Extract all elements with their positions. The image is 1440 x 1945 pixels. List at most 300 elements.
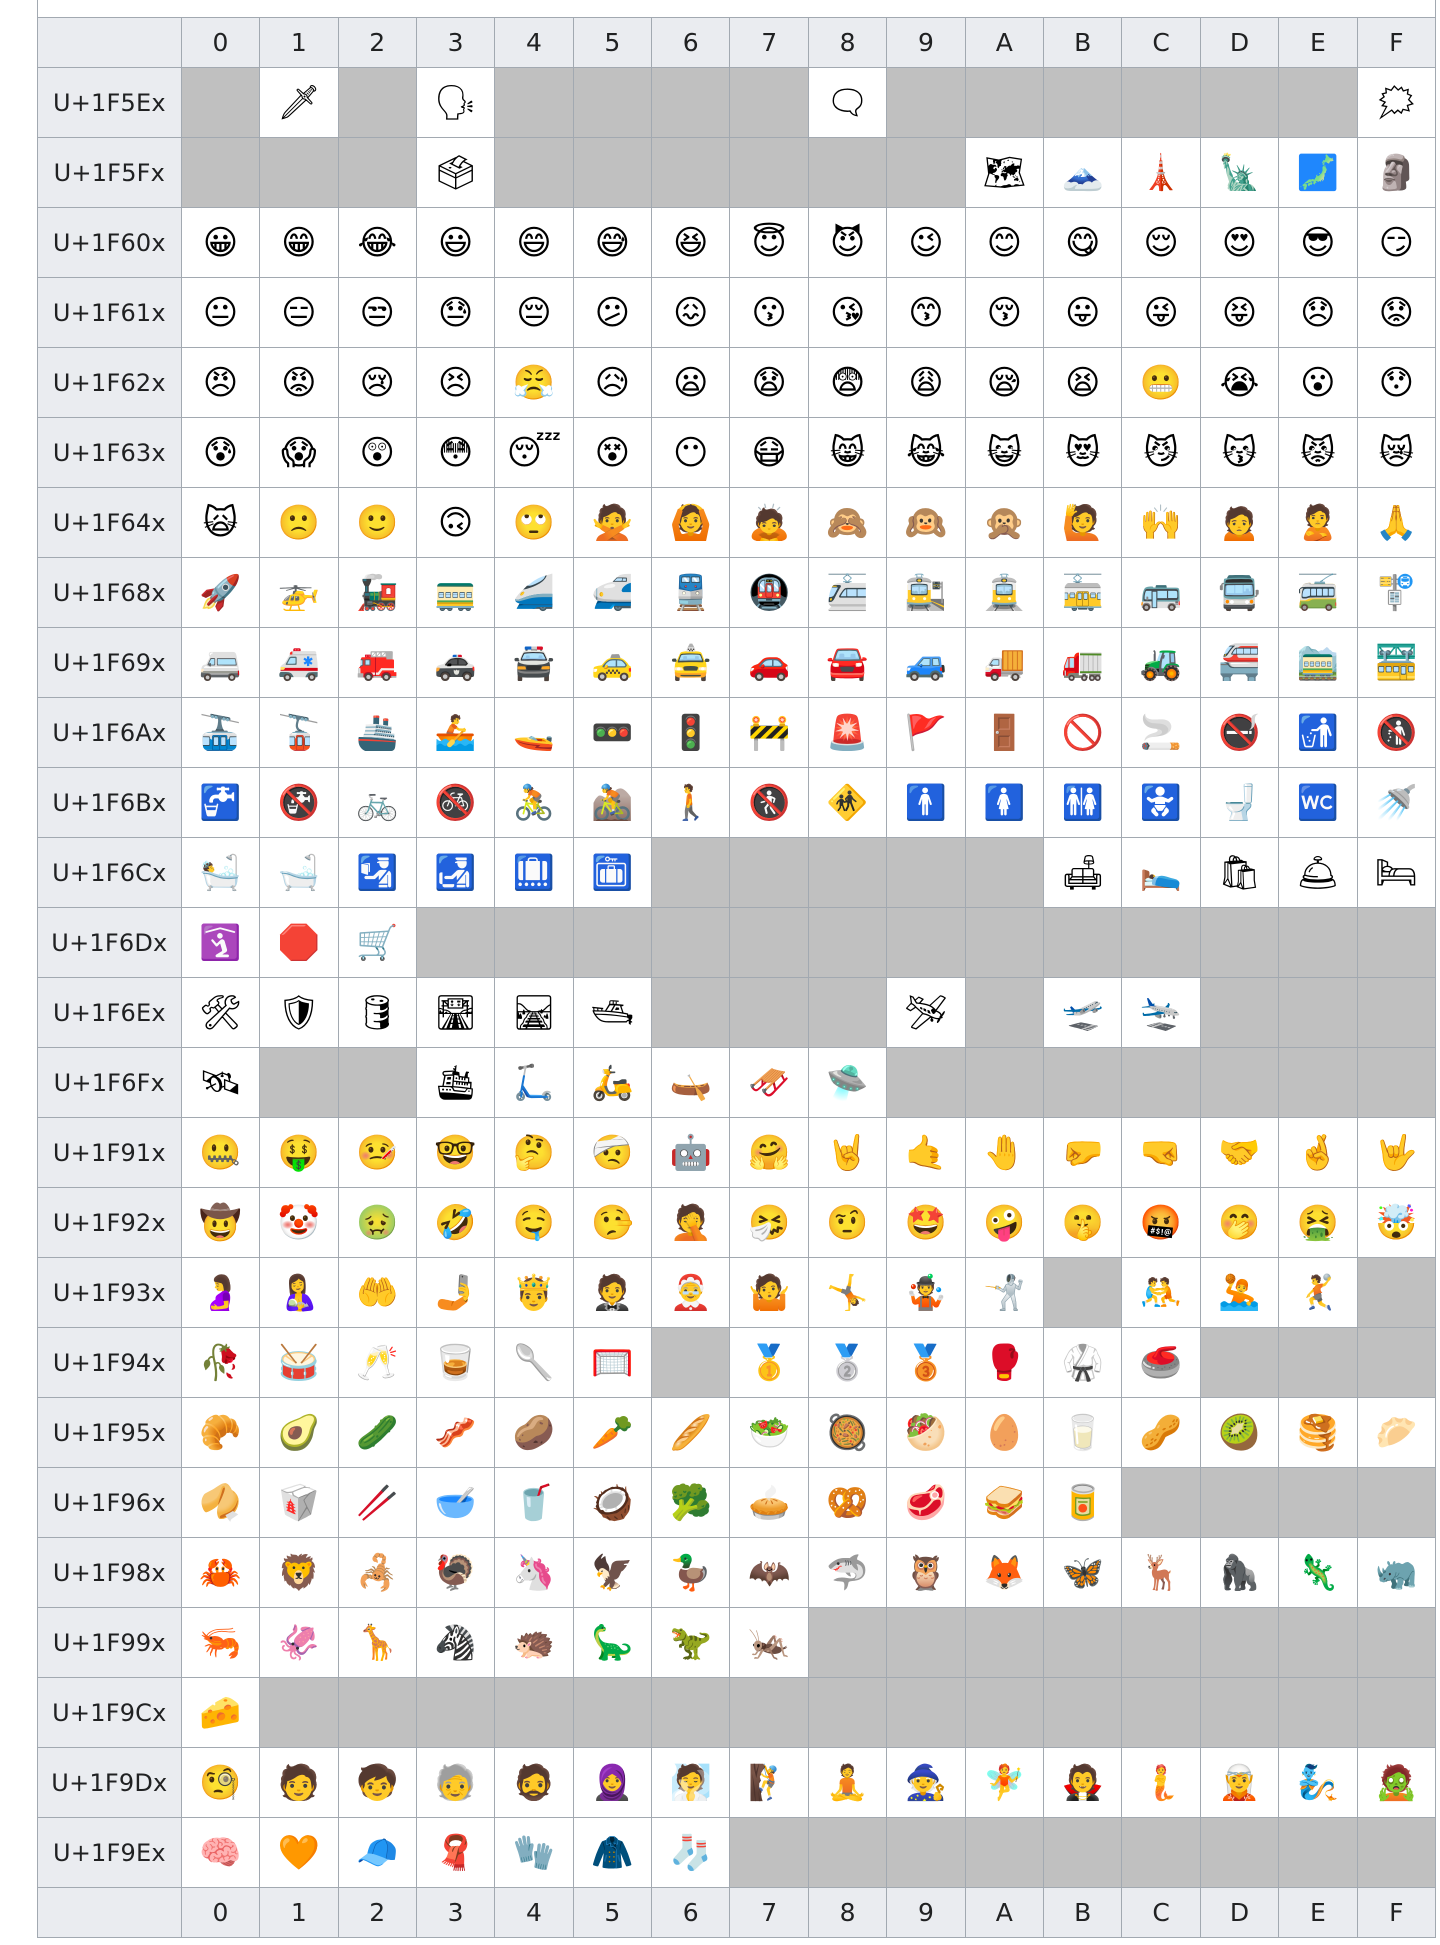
row-label: U+1F98x: [38, 1538, 182, 1608]
emoji-cell: 🙆: [652, 488, 730, 558]
emoji-cell: 🚣: [416, 698, 494, 768]
unassigned-cell: [1122, 1818, 1200, 1888]
emoji-cell: 😾: [1279, 418, 1357, 488]
unassigned-cell: [887, 1678, 965, 1748]
row-label: U+1F5Ex: [38, 68, 182, 138]
emoji-cell: 🦗: [730, 1608, 808, 1678]
row-label: U+1F61x: [38, 278, 182, 348]
emoji-cell: 😌: [1122, 208, 1200, 278]
unassigned-cell: [965, 1818, 1043, 1888]
unassigned-cell: [1044, 1678, 1122, 1748]
emoji-cell: 🦄: [495, 1538, 573, 1608]
table-body: [38, 68, 1436, 1888]
unassigned-cell: [1044, 1608, 1122, 1678]
emoji-cell: 🙅: [573, 488, 651, 558]
emoji-cell: 🦏: [1357, 1538, 1435, 1608]
emoji-cell: 🦁: [260, 1538, 338, 1608]
emoji-cell: 😕: [573, 278, 651, 348]
emoji-cell: 🥂: [338, 1328, 416, 1398]
emoji-cell: 🛤: [495, 978, 573, 1048]
emoji-cell: 🦔: [495, 1608, 573, 1678]
emoji-cell: 🛀: [181, 838, 259, 908]
emoji-cell: 🥣: [416, 1468, 494, 1538]
emoji-cell: 🥊: [965, 1328, 1043, 1398]
unassigned-cell: [965, 838, 1043, 908]
column-header: D: [1200, 1888, 1278, 1938]
emoji-cell: 😒: [338, 278, 416, 348]
unassigned-cell: [338, 138, 416, 208]
emoji-cell: 🤓: [416, 1118, 494, 1188]
emoji-cell: 🚲: [338, 768, 416, 838]
emoji-cell: 🚮: [1279, 698, 1357, 768]
row-label: U+1F60x: [38, 208, 182, 278]
unassigned-cell: [1279, 1468, 1357, 1538]
emoji-cell: 🤯: [1357, 1188, 1435, 1258]
emoji-cell: 🦑: [260, 1608, 338, 1678]
emoji-cell: 🧦: [652, 1818, 730, 1888]
emoji-cell: 🙌: [1122, 488, 1200, 558]
unassigned-cell: [1200, 1818, 1278, 1888]
emoji-cell: 🗳: [416, 138, 494, 208]
table-row: [38, 418, 1436, 488]
emoji-cell: 🤶: [652, 1258, 730, 1328]
unassigned-cell: [338, 1048, 416, 1118]
table-row: [38, 1118, 1436, 1188]
column-header: C: [1122, 1888, 1200, 1938]
emoji-cell: 😆: [652, 208, 730, 278]
emoji-cell: 😪: [965, 348, 1043, 418]
unassigned-cell: [1200, 1678, 1278, 1748]
emoji-cell: 🥛: [1044, 1398, 1122, 1468]
emoji-cell: 🥐: [181, 1398, 259, 1468]
emoji-cell: 🛳: [416, 1048, 494, 1118]
emoji-cell: 🚨: [808, 698, 886, 768]
emoji-cell: 🚒: [338, 628, 416, 698]
emoji-cell: 😈: [808, 208, 886, 278]
unassigned-cell: [652, 908, 730, 978]
emoji-cell: 🦉: [887, 1538, 965, 1608]
unassigned-cell: [573, 1678, 651, 1748]
emoji-cell: 🤵: [573, 1258, 651, 1328]
emoji-cell: 🚫: [1044, 698, 1122, 768]
emoji-cell: 😄: [495, 208, 573, 278]
emoji-cell: 🛑: [260, 908, 338, 978]
emoji-cell: 🚂: [338, 558, 416, 628]
emoji-cell: 😜: [1122, 278, 1200, 348]
emoji-cell: 😅: [573, 208, 651, 278]
unassigned-cell: [887, 1608, 965, 1678]
unassigned-cell: [1122, 1678, 1200, 1748]
emoji-cell: 🚝: [1200, 628, 1278, 698]
table-row: [38, 138, 1436, 208]
emoji-cell: 🧞: [1279, 1748, 1357, 1818]
emoji-cell: 🚀: [181, 558, 259, 628]
table-row: [38, 628, 1436, 698]
unassigned-cell: [652, 138, 730, 208]
emoji-cell: 🗡: [260, 68, 338, 138]
unassigned-cell: [495, 68, 573, 138]
table-row: [38, 978, 1436, 1048]
top-corner-cell: [38, 18, 182, 68]
emoji-cell: 🛫: [1044, 978, 1122, 1048]
unassigned-cell: [652, 68, 730, 138]
unassigned-cell: [1279, 1608, 1357, 1678]
emoji-cell: 😑: [260, 278, 338, 348]
row-label: U+1F6Ex: [38, 978, 182, 1048]
unassigned-cell: [730, 908, 808, 978]
emoji-cell: 🤷: [730, 1258, 808, 1328]
emoji-cell: 🥧: [730, 1468, 808, 1538]
unassigned-cell: [965, 978, 1043, 1048]
emoji-cell: 🧜: [1122, 1748, 1200, 1818]
emoji-cell: 🚻: [1044, 768, 1122, 838]
emoji-cell: 🛢: [338, 978, 416, 1048]
column-header: E: [1279, 1888, 1357, 1938]
unassigned-cell: [1357, 1048, 1435, 1118]
emoji-cell: 🛅: [573, 838, 651, 908]
row-label: U+1F92x: [38, 1188, 182, 1258]
emoji-cell: 😊: [965, 208, 1043, 278]
emoji-cell: 🧟: [1357, 1748, 1435, 1818]
emoji-cell: 🤧: [730, 1188, 808, 1258]
emoji-cell: 🦆: [652, 1538, 730, 1608]
emoji-cell: 😹: [887, 418, 965, 488]
emoji-cell: 🥪: [965, 1468, 1043, 1538]
top-header-row: [38, 18, 1436, 68]
emoji-cell: 😭: [1200, 348, 1278, 418]
emoji-cell: 😻: [1044, 418, 1122, 488]
unassigned-cell: [1279, 1328, 1357, 1398]
emoji-cell: 🚱: [260, 768, 338, 838]
unassigned-cell: [808, 908, 886, 978]
emoji-cell: 🥁: [260, 1328, 338, 1398]
column-header: 2: [338, 1888, 416, 1938]
emoji-cell: 😖: [652, 278, 730, 348]
emoji-cell: 🚥: [573, 698, 651, 768]
unassigned-cell: [730, 138, 808, 208]
emoji-cell: 🗾: [1279, 138, 1357, 208]
emoji-cell: 🤠: [181, 1188, 259, 1258]
column-header: D: [1200, 18, 1278, 68]
emoji-cell: 🤪: [965, 1188, 1043, 1258]
column-header: 0: [181, 1888, 259, 1938]
emoji-cell: 😨: [808, 348, 886, 418]
emoji-cell: 🗣: [416, 68, 494, 138]
emoji-cell: 🚢: [338, 698, 416, 768]
column-header: 5: [573, 18, 651, 68]
emoji-cell: 🥢: [338, 1468, 416, 1538]
emoji-cell: 🚎: [1279, 558, 1357, 628]
emoji-cell: 🥠: [181, 1468, 259, 1538]
emoji-cell: 🥩: [887, 1468, 965, 1538]
unassigned-cell: [1279, 1818, 1357, 1888]
emoji-cell: 😉: [887, 208, 965, 278]
emoji-cell: 🧙: [887, 1748, 965, 1818]
emoji-cell: 🦍: [1200, 1538, 1278, 1608]
row-label: U+1F5Fx: [38, 138, 182, 208]
emoji-cell: 🤫: [1044, 1188, 1122, 1258]
unassigned-cell: [1279, 1678, 1357, 1748]
unassigned-cell: [808, 1818, 886, 1888]
column-header: 5: [573, 1888, 651, 1938]
emoji-cell: 🚆: [652, 558, 730, 628]
unassigned-cell: [1357, 1468, 1435, 1538]
row-label: U+1F63x: [38, 418, 182, 488]
emoji-cell: 🛣: [416, 978, 494, 1048]
emoji-cell: 🤱: [260, 1258, 338, 1328]
emoji-cell: 🚍: [1200, 558, 1278, 628]
emoji-cell: 🤺: [965, 1258, 1043, 1328]
emoji-cell: 🙃: [416, 488, 494, 558]
bottom-header-row: [38, 1888, 1436, 1938]
emoji-cell: 🙉: [887, 488, 965, 558]
emoji-cell: 😛: [1044, 278, 1122, 348]
unassigned-cell: [416, 908, 494, 978]
emoji-cell: 😘: [808, 278, 886, 348]
unassigned-cell: [1044, 908, 1122, 978]
emoji-cell: 🙂: [338, 488, 416, 558]
table-row: [38, 1608, 1436, 1678]
unassigned-cell: [495, 1678, 573, 1748]
emoji-cell: 🥞: [1279, 1398, 1357, 1468]
emoji-cell: 🚔: [495, 628, 573, 698]
unassigned-cell: [260, 138, 338, 208]
emoji-cell: 🛌: [1122, 838, 1200, 908]
emoji-cell: 🦕: [573, 1608, 651, 1678]
emoji-cell: 🧤: [495, 1818, 573, 1888]
emoji-cell: 🧠: [181, 1818, 259, 1888]
unassigned-cell: [887, 1048, 965, 1118]
emoji-cell: 🚕: [573, 628, 651, 698]
emoji-cell: 🚺: [965, 768, 1043, 838]
emoji-cell: 🚸: [808, 768, 886, 838]
emoji-cell: 🧝: [1200, 1748, 1278, 1818]
emoji-cell: 🛒: [338, 908, 416, 978]
unassigned-cell: [1122, 908, 1200, 978]
emoji-cell: 🤬: [1122, 1188, 1200, 1258]
emoji-cell: 😤: [495, 348, 573, 418]
emoji-cell: 🙇: [730, 488, 808, 558]
emoji-cell: 🥚: [965, 1398, 1043, 1468]
emoji-cell: 🗻: [1044, 138, 1122, 208]
emoji-cell: 🛐: [181, 908, 259, 978]
emoji-cell: 🥇: [730, 1328, 808, 1398]
emoji-cell: 🛍: [1200, 838, 1278, 908]
emoji-cell: 😳: [416, 418, 494, 488]
table-row: [38, 1818, 1436, 1888]
unassigned-cell: [1044, 1048, 1122, 1118]
row-label: U+1F9Dx: [38, 1748, 182, 1818]
emoji-cell: 🥑: [260, 1398, 338, 1468]
emoji-cell: 🚹: [887, 768, 965, 838]
row-label: U+1F91x: [38, 1118, 182, 1188]
column-header: 4: [495, 18, 573, 68]
emoji-cell: 🚛: [1044, 628, 1122, 698]
emoji-cell: 🤙: [887, 1118, 965, 1188]
emoji-cell: 😣: [416, 348, 494, 418]
emoji-cell: 🥌: [1122, 1328, 1200, 1398]
column-header: 1: [260, 18, 338, 68]
unassigned-cell: [1279, 68, 1357, 138]
column-header: 7: [730, 1888, 808, 1938]
emoji-cell: 😐: [181, 278, 259, 348]
emoji-cell: 🤨: [808, 1188, 886, 1258]
emoji-cell: 🧚: [965, 1748, 1043, 1818]
emoji-cell: 🛠: [181, 978, 259, 1048]
table-row: [38, 1398, 1436, 1468]
emoji-cell: 🧒: [338, 1748, 416, 1818]
emoji-cell: 😋: [1044, 208, 1122, 278]
unassigned-cell: [1200, 908, 1278, 978]
emoji-cell: 🛎: [1279, 838, 1357, 908]
column-header: C: [1122, 18, 1200, 68]
emoji-cell: 😥: [573, 348, 651, 418]
unassigned-cell: [1357, 1258, 1435, 1328]
emoji-cell: 🚵: [573, 768, 651, 838]
emoji-cell: 😝: [1200, 278, 1278, 348]
emoji-cell: 🤲: [338, 1258, 416, 1328]
emoji-cell: 🤞: [1279, 1118, 1357, 1188]
emoji-cell: 🤤: [495, 1188, 573, 1258]
column-header: A: [965, 1888, 1043, 1938]
emoji-cell: 🚁: [260, 558, 338, 628]
emoji-cell: 😧: [730, 348, 808, 418]
unassigned-cell: [887, 838, 965, 908]
emoji-cell: 🚬: [1122, 698, 1200, 768]
unassigned-cell: [808, 1678, 886, 1748]
emoji-cell: 🤔: [495, 1118, 573, 1188]
emoji-cell: 🥙: [887, 1398, 965, 1468]
emoji-cell: 🛁: [260, 838, 338, 908]
emoji-cell: 🤚: [965, 1118, 1043, 1188]
emoji-cell: 🙋: [1044, 488, 1122, 558]
row-label: U+1F69x: [38, 628, 182, 698]
emoji-cell: 🤥: [573, 1188, 651, 1258]
emoji-cell: 🛩: [887, 978, 965, 1048]
unassigned-cell: [887, 1818, 965, 1888]
column-header: 7: [730, 18, 808, 68]
unassigned-cell: [730, 1678, 808, 1748]
emoji-cell: 🗽: [1200, 138, 1278, 208]
unassigned-cell: [1044, 1258, 1122, 1328]
table-header-top: [38, 18, 1436, 68]
emoji-cell: 🗯: [1357, 68, 1435, 138]
emoji-cell: 🦃: [416, 1538, 494, 1608]
unassigned-cell: [573, 138, 651, 208]
unassigned-cell: [965, 1608, 1043, 1678]
table-row: [38, 1538, 1436, 1608]
emoji-cell: 🗺: [965, 138, 1043, 208]
unassigned-cell: [965, 1678, 1043, 1748]
emoji-cell: 🚌: [1122, 558, 1200, 628]
emoji-cell: 🗼: [1122, 138, 1200, 208]
emoji-cell: 😢: [338, 348, 416, 418]
unassigned-cell: [1357, 1328, 1435, 1398]
emoji-cell: 🤽: [1200, 1258, 1278, 1328]
emoji-cell: 🥓: [416, 1398, 494, 1468]
table-row: [38, 838, 1436, 908]
emoji-cell: 🤸: [808, 1258, 886, 1328]
unassigned-cell: [1122, 1468, 1200, 1538]
emoji-cell: 🙊: [965, 488, 1043, 558]
emoji-cell: 🥟: [1357, 1398, 1435, 1468]
unassigned-cell: [808, 838, 886, 908]
emoji-cell: 🛸: [808, 1048, 886, 1118]
emoji-cell: 🚞: [1279, 628, 1357, 698]
emoji-cell: 🚴: [495, 768, 573, 838]
emoji-cell: 🥔: [495, 1398, 573, 1468]
unassigned-cell: [1200, 978, 1278, 1048]
emoji-cell: 🧣: [416, 1818, 494, 1888]
emoji-cell: 😞: [1279, 278, 1357, 348]
emoji-cell: 🧖: [652, 1748, 730, 1818]
emoji-cell: 🚼: [1122, 768, 1200, 838]
unassigned-cell: [573, 908, 651, 978]
emoji-cell: 🤢: [338, 1188, 416, 1258]
emoji-cell: 🚭: [1200, 698, 1278, 768]
unassigned-cell: [1279, 978, 1357, 1048]
table-row: [38, 1258, 1436, 1328]
emoji-cell: 🚘: [808, 628, 886, 698]
emoji-cell: 🤾: [1279, 1258, 1357, 1328]
row-label: U+1F62x: [38, 348, 182, 418]
row-label: U+1F9Ex: [38, 1818, 182, 1888]
emoji-cell: 🚇: [730, 558, 808, 628]
emoji-cell: 🛬: [1122, 978, 1200, 1048]
emoji-cell: 😷: [730, 418, 808, 488]
column-header: 2: [338, 18, 416, 68]
emoji-cell: 🥒: [338, 1398, 416, 1468]
emoji-cell: 🚃: [416, 558, 494, 628]
emoji-cell: 🦊: [965, 1538, 1043, 1608]
unassigned-cell: [730, 978, 808, 1048]
emoji-cell: 😸: [808, 418, 886, 488]
emoji-cell: 🙀: [181, 488, 259, 558]
emoji-cell: 🥦: [652, 1468, 730, 1538]
unassigned-cell: [887, 68, 965, 138]
emoji-cell: 😦: [652, 348, 730, 418]
column-header: B: [1044, 1888, 1122, 1938]
emoji-cell: 😗: [730, 278, 808, 348]
column-header: 0: [181, 18, 259, 68]
unassigned-cell: [887, 908, 965, 978]
unassigned-cell: [181, 138, 259, 208]
emoji-cell: 🤕: [573, 1118, 651, 1188]
table-row: [38, 908, 1436, 978]
emoji-cell: 🥤: [495, 1468, 573, 1538]
emoji-cell: 🥈: [808, 1328, 886, 1398]
emoji-cell: 🤣: [416, 1188, 494, 1258]
unassigned-cell: [181, 68, 259, 138]
unassigned-cell: [1200, 1468, 1278, 1538]
emoji-cell: 🤹: [887, 1258, 965, 1328]
emoji-cell: 🤘: [808, 1118, 886, 1188]
emoji-cell: 🥝: [1200, 1398, 1278, 1468]
unassigned-cell: [965, 68, 1043, 138]
emoji-cell: 🦌: [1122, 1538, 1200, 1608]
unassigned-cell: [260, 1048, 338, 1118]
emoji-cell: 😡: [260, 348, 338, 418]
emoji-cell: 🤖: [652, 1118, 730, 1188]
unassigned-cell: [965, 908, 1043, 978]
emoji-cell: 😼: [1122, 418, 1200, 488]
emoji-cell: 🥨: [808, 1468, 886, 1538]
emoji-cell: 🥉: [887, 1328, 965, 1398]
emoji-cell: 🧢: [338, 1818, 416, 1888]
emoji-cell: 🛰: [181, 1048, 259, 1118]
emoji-cell: 😏: [1357, 208, 1435, 278]
row-label: U+1F95x: [38, 1398, 182, 1468]
